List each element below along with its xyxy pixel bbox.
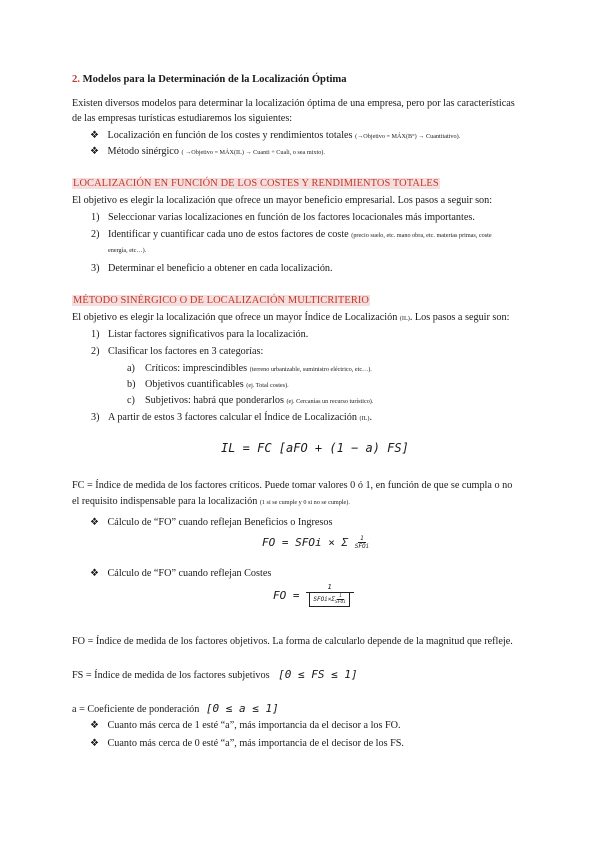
step-text: Listar factores significativos para la localización. <box>108 329 309 340</box>
section-2-intro <box>72 311 509 326</box>
fo-benefits-label: Cálculo de “FO” cuando reflejan Beneficios o Ingresos <box>107 517 333 528</box>
subitem-letter: a) <box>127 363 135 374</box>
step-text: Clasificar los factores en 3 categorías: <box>108 346 264 357</box>
inner-fraction <box>335 594 346 605</box>
section-heading <box>72 74 347 85</box>
intro-line-2: de las empresas turísticas estudiaremos los siguientes: <box>72 113 293 124</box>
subitem-wrap <box>145 378 289 393</box>
bullet-1-main: Localización en función de los costes y rendimientos totales <box>107 130 353 141</box>
section-1-step-2-note-cont: energía, etc…). <box>108 247 147 254</box>
section-2-title-text: MÉTODO SINÉRGICO O DE LOCALIZACIÓN MULTICRITERIO <box>73 295 370 306</box>
subitem-wrap <box>145 394 373 409</box>
diamond-bullet-icon: ❖ <box>90 568 99 579</box>
fs-definition <box>72 668 358 683</box>
section-1-step-2 <box>91 228 492 242</box>
diamond-bullet-icon: ❖ <box>90 720 99 731</box>
section-2-step-1 <box>91 328 309 342</box>
diamond-bullet-icon: ❖ <box>90 130 99 141</box>
bullet-1-note: (→Objetivo = MÁX(B°) → Cuantitativo). <box>355 133 461 140</box>
subitem-text: Críticos: imprescindibles <box>145 363 248 374</box>
a-bullet-text: Cuanto más cerca de 0 esté “a”, más importancia de el decisor de los FS. <box>107 738 404 749</box>
fraction-numerator: 1 <box>360 535 364 542</box>
step-text-wrap <box>108 228 492 243</box>
section-1-step-3 <box>91 262 333 276</box>
fo-benefits-bullet <box>90 516 332 530</box>
subitem-text: Subjetivos: habrá que ponderarlos <box>145 395 284 406</box>
step-number: 2) <box>91 229 100 240</box>
intro-note: (IL) <box>399 315 410 322</box>
step-number: 3) <box>91 412 100 423</box>
section-1-intro: El objetivo es elegir la localización que ofrece un mayor beneficio empresarial. Los pasos a seguir son: <box>72 195 493 206</box>
inner-denominator: SFOi <box>335 600 346 605</box>
big-fraction <box>306 583 354 607</box>
step-note: (precio suelo, etc. mano obra, etc. materias primas, coste <box>351 232 492 239</box>
intro-bullet-2 <box>90 145 325 160</box>
subitem-letter: c) <box>127 395 135 406</box>
a-bullet-text: Cuanto más cerca de 1 esté “a”, más importancia da el decisor a los FO. <box>107 720 401 731</box>
fo-benefits-formula <box>262 535 369 551</box>
step-number: 2) <box>91 346 100 357</box>
section-2-title <box>72 295 370 306</box>
a-definition <box>72 702 279 717</box>
diamond-bullet-icon: ❖ <box>90 738 99 749</box>
fs-text: FS = Índice de medida de los factores subjetivos <box>72 670 270 681</box>
subitem-wrap <box>145 362 372 377</box>
fc-line-2-note: (1 si se cumple y 0 si no se cumple). <box>259 499 350 506</box>
step-number: 1) <box>91 212 100 223</box>
section-1-title-text: LOCALIZACIÓN EN FUNCIÓN DE LOS COSTES Y RENDIMIENTOS TOTALES <box>73 178 439 189</box>
intro-bullet-1 <box>90 129 460 144</box>
subitem-note: (ej. Cercanías un recurso turístico). <box>286 398 374 405</box>
fc-line-2 <box>72 495 350 510</box>
subitem-b <box>127 378 289 392</box>
fc-line-1: FC = Índice de medida de los factores críticos. Puede tomar valores 0 ó 1, en función de que se cumpla o no <box>72 480 513 491</box>
subitem-a <box>127 362 372 376</box>
step-text: A partir de estos 3 factores calcular el Índice de Localización <box>108 412 357 423</box>
step-number: 1) <box>91 329 100 340</box>
step-text: Seleccionar varias localizaciones en función de los factores locacionales más importantes. <box>108 212 475 223</box>
intro-main: El objetivo es elegir la localización que ofrece un mayor Índice de Localización <box>72 312 398 323</box>
step-note: (IL) <box>359 415 370 422</box>
subitem-text: Objetivos cuantificables <box>145 379 244 390</box>
step-text: Determinar el beneficio a obtener en cada localización. <box>108 263 333 274</box>
step-text-wrap <box>108 411 372 426</box>
fo-costs-label: Cálculo de “FO” cuando reflejan Costes <box>107 568 272 579</box>
section-2-step-2 <box>91 345 264 359</box>
step-tail: . <box>369 412 372 423</box>
a-bullet-2 <box>90 737 404 751</box>
heading-title: Modelos para la Determinación de la Localización Óptima <box>82 74 347 85</box>
big-fraction-denominator <box>309 593 350 607</box>
intro-line-1: Existen diversos modelos para determinar la localización óptima de una empresa, pero por las características <box>72 98 515 109</box>
heading-number: 2. <box>72 74 80 85</box>
diamond-bullet-icon: ❖ <box>90 517 99 528</box>
fo-costs-formula <box>273 583 354 607</box>
fraction-denominator: SFOi <box>354 543 370 550</box>
fo-definition: FO = Índice de medida de los factores objetivos. La forma de calcularlo depende de la magnitud que refleje. <box>72 636 513 647</box>
step-text: Identificar y cuantificar cada uno de estos factores de coste <box>108 229 349 240</box>
subitem-note: (terreno urbanizable, suministro eléctrico, etc…). <box>249 366 372 373</box>
big-fraction-numerator: 1 <box>306 583 354 593</box>
section-1-step-1 <box>91 211 475 225</box>
fraction <box>355 535 369 551</box>
bullet-2-main: Método sinérgico <box>107 146 179 157</box>
step-number: 3) <box>91 263 100 274</box>
a-range: [0 ≤ a ≤ 1] <box>205 702 279 715</box>
section-1-title <box>72 178 440 189</box>
formula-left: FO = SFOi × Σ <box>262 536 349 549</box>
subitem-letter: b) <box>127 379 136 390</box>
fc-line-2-text: el requisito indispensable para la localización <box>72 496 258 507</box>
subitem-c <box>127 394 374 408</box>
a-bullet-1 <box>90 719 401 733</box>
diamond-bullet-icon: ❖ <box>90 146 99 157</box>
intro-tail: . Los pasos a seguir son: <box>409 312 510 323</box>
denominator-text: SFOi×Σ <box>313 596 336 603</box>
il-formula: IL = FC [aFO + (1 − a) FS] <box>221 441 409 455</box>
section-2-step-3 <box>91 411 372 425</box>
fs-range: [0 ≤ FS ≤ 1] <box>278 668 358 681</box>
bullet-2-note: ( →Objetivo = MÁX(IL) → Cuanti + Cuali, o sea mixto). <box>181 149 325 156</box>
inner-numerator: 1 <box>339 594 342 599</box>
a-text: a = Coeficiente de ponderación <box>72 704 200 715</box>
subitem-note: (ej. Total costes). <box>246 382 289 389</box>
fo-costs-bullet <box>90 567 271 581</box>
formula-left: FO = <box>273 588 300 602</box>
